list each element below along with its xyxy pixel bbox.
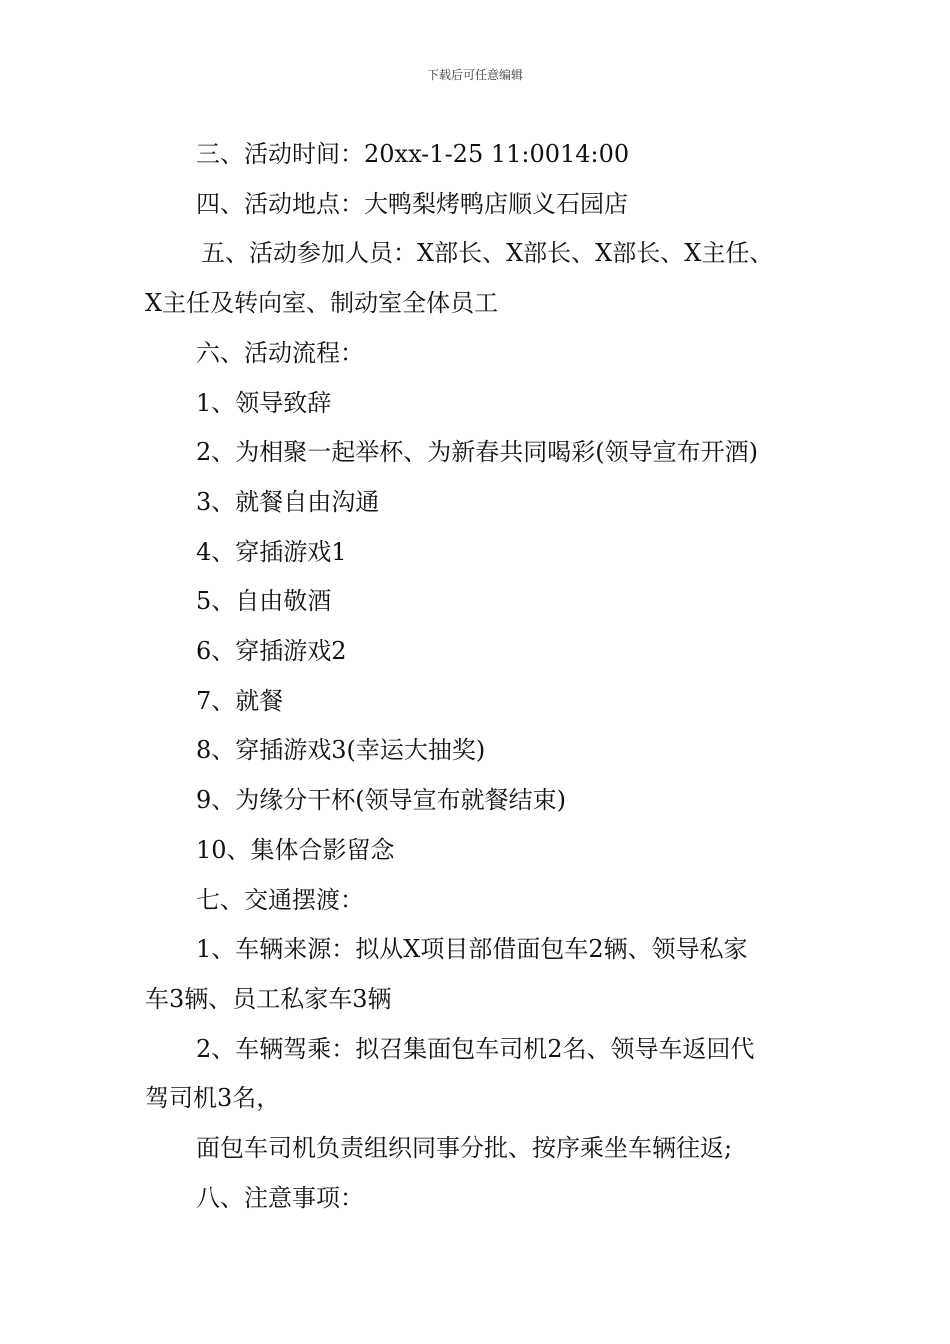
flow-item: 4、穿插游戏1 <box>196 537 347 566</box>
transport-item-vehicle-source-continued: 车3辆、员工私家车3辆 <box>145 984 392 1013</box>
transport-item-vehicle-source: 1、车辆来源：拟从X项目部借面包车2辆、领导私家 <box>196 935 748 964</box>
transport-item-drivers: 2、车辆驾乘：拟召集面包车司机2名、领导车返回代 <box>196 1034 755 1063</box>
document-body <box>145 130 835 1223</box>
section-notes: 八、注意事项： <box>196 1183 364 1212</box>
transport-item-drivers-continued: 驾司机3名， <box>145 1084 281 1113</box>
flow-item: 1、领导致辞 <box>196 388 332 417</box>
flow-item: 9、为缘分干杯(领导宣布就餐结束) <box>196 786 566 815</box>
flow-item: 10、集体合影留念 <box>196 835 395 864</box>
section-activity-time: 三、活动时间：20xx-1-25 11:0014:00 <box>196 140 630 168</box>
section-activity-flow: 六、活动流程： <box>196 338 364 367</box>
page-header-note: 下载后可任意编辑 <box>426 68 523 82</box>
section-participants-continued: X主任及转向室、制动室全体员工 <box>145 289 499 318</box>
flow-item: 6、穿插游戏2 <box>196 637 347 666</box>
flow-item: 8、穿插游戏3(幸运大抽奖) <box>196 736 486 765</box>
flow-item: 3、就餐自由沟通 <box>196 487 380 516</box>
section-activity-location: 四、活动地点：大鸭梨烤鸭店顺义石园店 <box>196 189 628 218</box>
flow-item: 2、为相聚一起举杯、为新春共同喝彩(领导宣布开酒) <box>196 438 758 467</box>
flow-item: 5、自由敬酒 <box>196 587 332 616</box>
section-participants: 五、活动参加人员：X部长、X部长、X部长、X主任、 <box>201 239 774 268</box>
section-transport: 七、交通摆渡： <box>196 885 364 914</box>
flow-item: 7、就餐 <box>196 686 284 715</box>
transport-note: 面包车司机负责组织同事分批、按序乘坐车辆往返; <box>196 1134 733 1163</box>
